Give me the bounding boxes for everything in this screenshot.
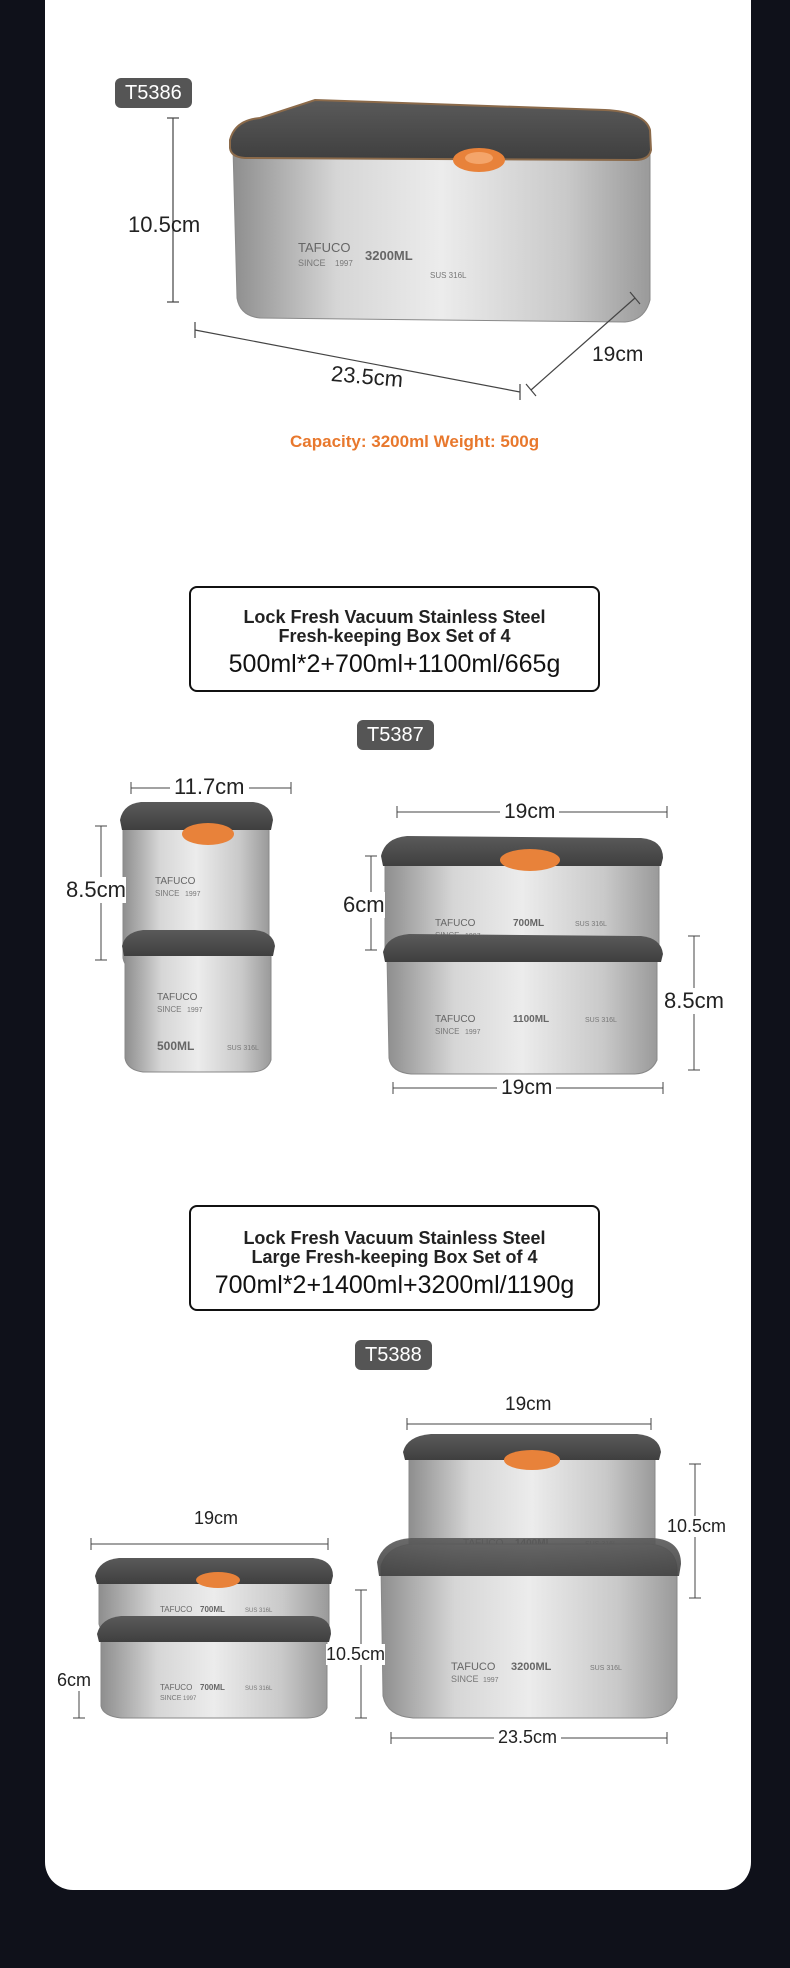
svg-text:TAFUCO: TAFUCO [157,992,198,1003]
svg-text:SUS 316L: SUS 316L [245,1608,273,1614]
title-line1: Lock Fresh Vacuum Stainless Steel [243,1228,546,1248]
title-box-t5388 [189,1205,600,1311]
svg-text:1997: 1997 [183,1696,197,1702]
svg-text:SUS 316L: SUS 316L [227,1045,259,1052]
svg-text:1997: 1997 [483,1677,499,1684]
svg-text:SINCE: SINCE [157,1005,182,1014]
svg-text:SUS 316L: SUS 316L [575,921,607,928]
svg-text:TAFUCO: TAFUCO [160,1683,193,1692]
small-width-label: 11.7cm [170,774,249,800]
right-top-label: 19cm [501,1394,555,1416]
title-line2: Fresh-keeping Box Set of 4 [278,626,511,646]
box-since: SINCE [298,258,326,268]
left-width-label: 19cm [190,1508,242,1529]
svg-text:TAFUCO: TAFUCO [435,918,476,929]
wide-bottom-label: 19cm [497,1076,556,1100]
svg-text:700ML: 700ML [200,1683,225,1692]
wide-top-label: 19cm [500,800,559,824]
box-brand: TAFUCO [298,240,351,255]
svg-text:3200ML: 3200ML [511,1661,552,1673]
model-tag-t5388: T5388 [355,1340,432,1370]
product-card [45,0,751,1890]
svg-text:1100ML: 1100ML [513,1014,550,1025]
svg-text:1997: 1997 [185,891,201,898]
box-volume: 3200ML [365,248,413,263]
svg-text:SUS 316L: SUS 316L [590,1665,622,1672]
svg-text:500ML: 500ML [157,1039,195,1053]
svg-text:700ML: 700ML [200,1605,225,1614]
svg-text:SINCE: SINCE [160,1695,182,1702]
container-t5386-illustration [45,0,751,420]
model-tag-t5387: T5387 [357,720,434,750]
svg-text:TAFUCO: TAFUCO [160,1605,193,1614]
box-year: 1997 [335,259,353,268]
title-box-t5387 [189,586,600,692]
spec-text: 700ml*2+1400ml+3200ml/1190g [214,1271,575,1299]
model-tag-t5386: T5386 [115,78,192,108]
mid-height-label: 10.5cm [326,1644,386,1664]
svg-text:SUS 316L: SUS 316L [245,1686,273,1692]
depth-label-t5386: 19cm [592,343,644,366]
wide-upper-height-label: 6cm [343,892,385,917]
svg-text:SUS 316L: SUS 316L [585,1017,617,1024]
svg-text:1997: 1997 [465,1029,481,1036]
containers-t5388-illustration [45,1380,751,1760]
svg-text:TAFUCO: TAFUCO [155,876,196,887]
svg-text:TAFUCO: TAFUCO [451,1661,496,1673]
right-height-label: 10.5cm [667,1516,727,1536]
svg-text:TAFUCO: TAFUCO [435,1014,476,1025]
svg-text:700ML: 700ML [513,918,545,929]
svg-text:SINCE: SINCE [451,1674,479,1684]
containers-t5387-illustration [45,760,751,1120]
box-material: SUS 316L [430,271,467,280]
capacity-text: Capacity: 3200ml Weight: 500g [290,432,540,451]
length-label-t5386: 23.5cm [330,360,405,393]
title-line2: Large Fresh-keeping Box Set of 4 [251,1247,538,1267]
svg-text:1997: 1997 [187,1007,203,1014]
height-label-t5386: 10.5cm [128,212,201,237]
wide-lower-height-label: 8.5cm [664,988,724,1013]
right-bottom-label: 23.5cm [494,1727,561,1748]
svg-text:SINCE: SINCE [435,1027,460,1036]
left-height-label: 6cm [57,1670,92,1690]
small-height-label: 8.5cm [66,877,126,902]
spec-text: 500ml*2+700ml+1100ml/665g [228,650,561,678]
svg-text:SINCE: SINCE [155,889,180,898]
title-line1: Lock Fresh Vacuum Stainless Steel [243,607,546,627]
